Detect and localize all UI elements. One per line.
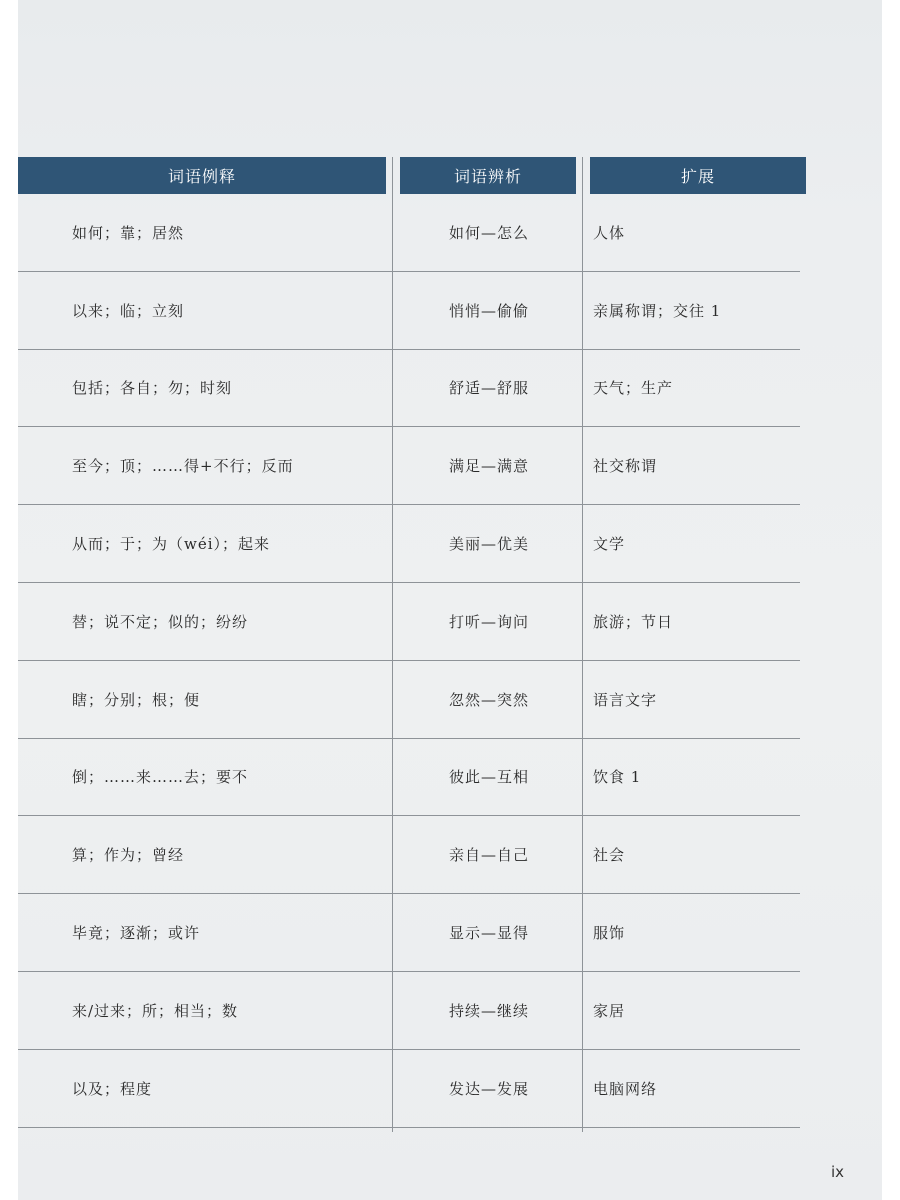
table-row xyxy=(18,427,800,505)
extend-cell: 饮食 1 xyxy=(593,768,642,787)
words-cell: 包括；各自；勿；时刻 xyxy=(72,379,233,398)
table-row xyxy=(18,972,800,1050)
table-row xyxy=(18,583,800,661)
table-row xyxy=(18,350,800,428)
words-cell: 毕竟；逐渐；或许 xyxy=(72,924,201,943)
extend-cell: 旅游；节日 xyxy=(593,612,674,631)
extend-cell: 家居 xyxy=(593,1001,626,1020)
extend-cell: 电脑网络 xyxy=(593,1079,658,1098)
header-word-comparison: 词语辨析 xyxy=(400,157,576,194)
words-cell: 以及；程度 xyxy=(72,1079,153,1098)
compare-cell: 打听—询问 xyxy=(448,612,529,631)
page-number: ix xyxy=(830,1163,844,1181)
table-row xyxy=(18,894,800,972)
extend-cell: 人体 xyxy=(593,223,626,242)
words-cell: 至今；顶；……得+不行；反而 xyxy=(72,457,294,476)
table-row xyxy=(18,505,800,583)
table-row xyxy=(18,739,800,817)
header-word-examples: 词语例释 xyxy=(18,157,386,194)
compare-cell: 忽然—突然 xyxy=(448,690,529,709)
words-cell: 来/过来；所；相当；数 xyxy=(72,1001,239,1020)
compare-cell: 发达—发展 xyxy=(448,1079,529,1098)
extend-cell: 亲属称谓；交往 1 xyxy=(593,301,722,320)
extend-cell: 文学 xyxy=(593,535,626,554)
vocabulary-table xyxy=(18,194,800,1128)
table-row xyxy=(18,272,800,350)
compare-cell: 彼此—互相 xyxy=(448,768,529,787)
words-cell: 如何；靠；居然 xyxy=(72,223,185,242)
compare-cell: 持续—继续 xyxy=(448,1001,529,1020)
compare-cell: 满足—满意 xyxy=(448,457,529,476)
words-cell: 替；说不定；似的；纷纷 xyxy=(72,612,249,631)
compare-cell: 显示—显得 xyxy=(448,924,529,943)
table-row xyxy=(18,816,800,894)
compare-cell: 悄悄—偷偷 xyxy=(448,301,529,320)
words-cell: 倒；……来……去；要不 xyxy=(72,768,249,787)
table-row xyxy=(18,1050,800,1128)
compare-cell: 美丽—优美 xyxy=(448,535,529,554)
words-cell: 从而；于；为（wéi）；起来 xyxy=(72,535,271,554)
words-cell: 瞎；分别；根；便 xyxy=(72,690,201,709)
compare-cell: 如何—怎么 xyxy=(448,223,529,242)
table-row xyxy=(18,194,800,272)
header-extension: 扩展 xyxy=(590,157,806,194)
extend-cell: 服饰 xyxy=(593,924,626,943)
table-row xyxy=(18,661,800,739)
words-cell: 以来；临；立刻 xyxy=(72,301,185,320)
compare-cell: 亲自—自己 xyxy=(448,846,529,865)
extend-cell: 语言文字 xyxy=(593,690,658,709)
extend-cell: 天气；生产 xyxy=(593,379,674,398)
extend-cell: 社交称谓 xyxy=(593,457,658,476)
compare-cell: 舒适—舒服 xyxy=(448,379,529,398)
extend-cell: 社会 xyxy=(593,846,626,865)
words-cell: 算；作为；曾经 xyxy=(72,846,185,865)
